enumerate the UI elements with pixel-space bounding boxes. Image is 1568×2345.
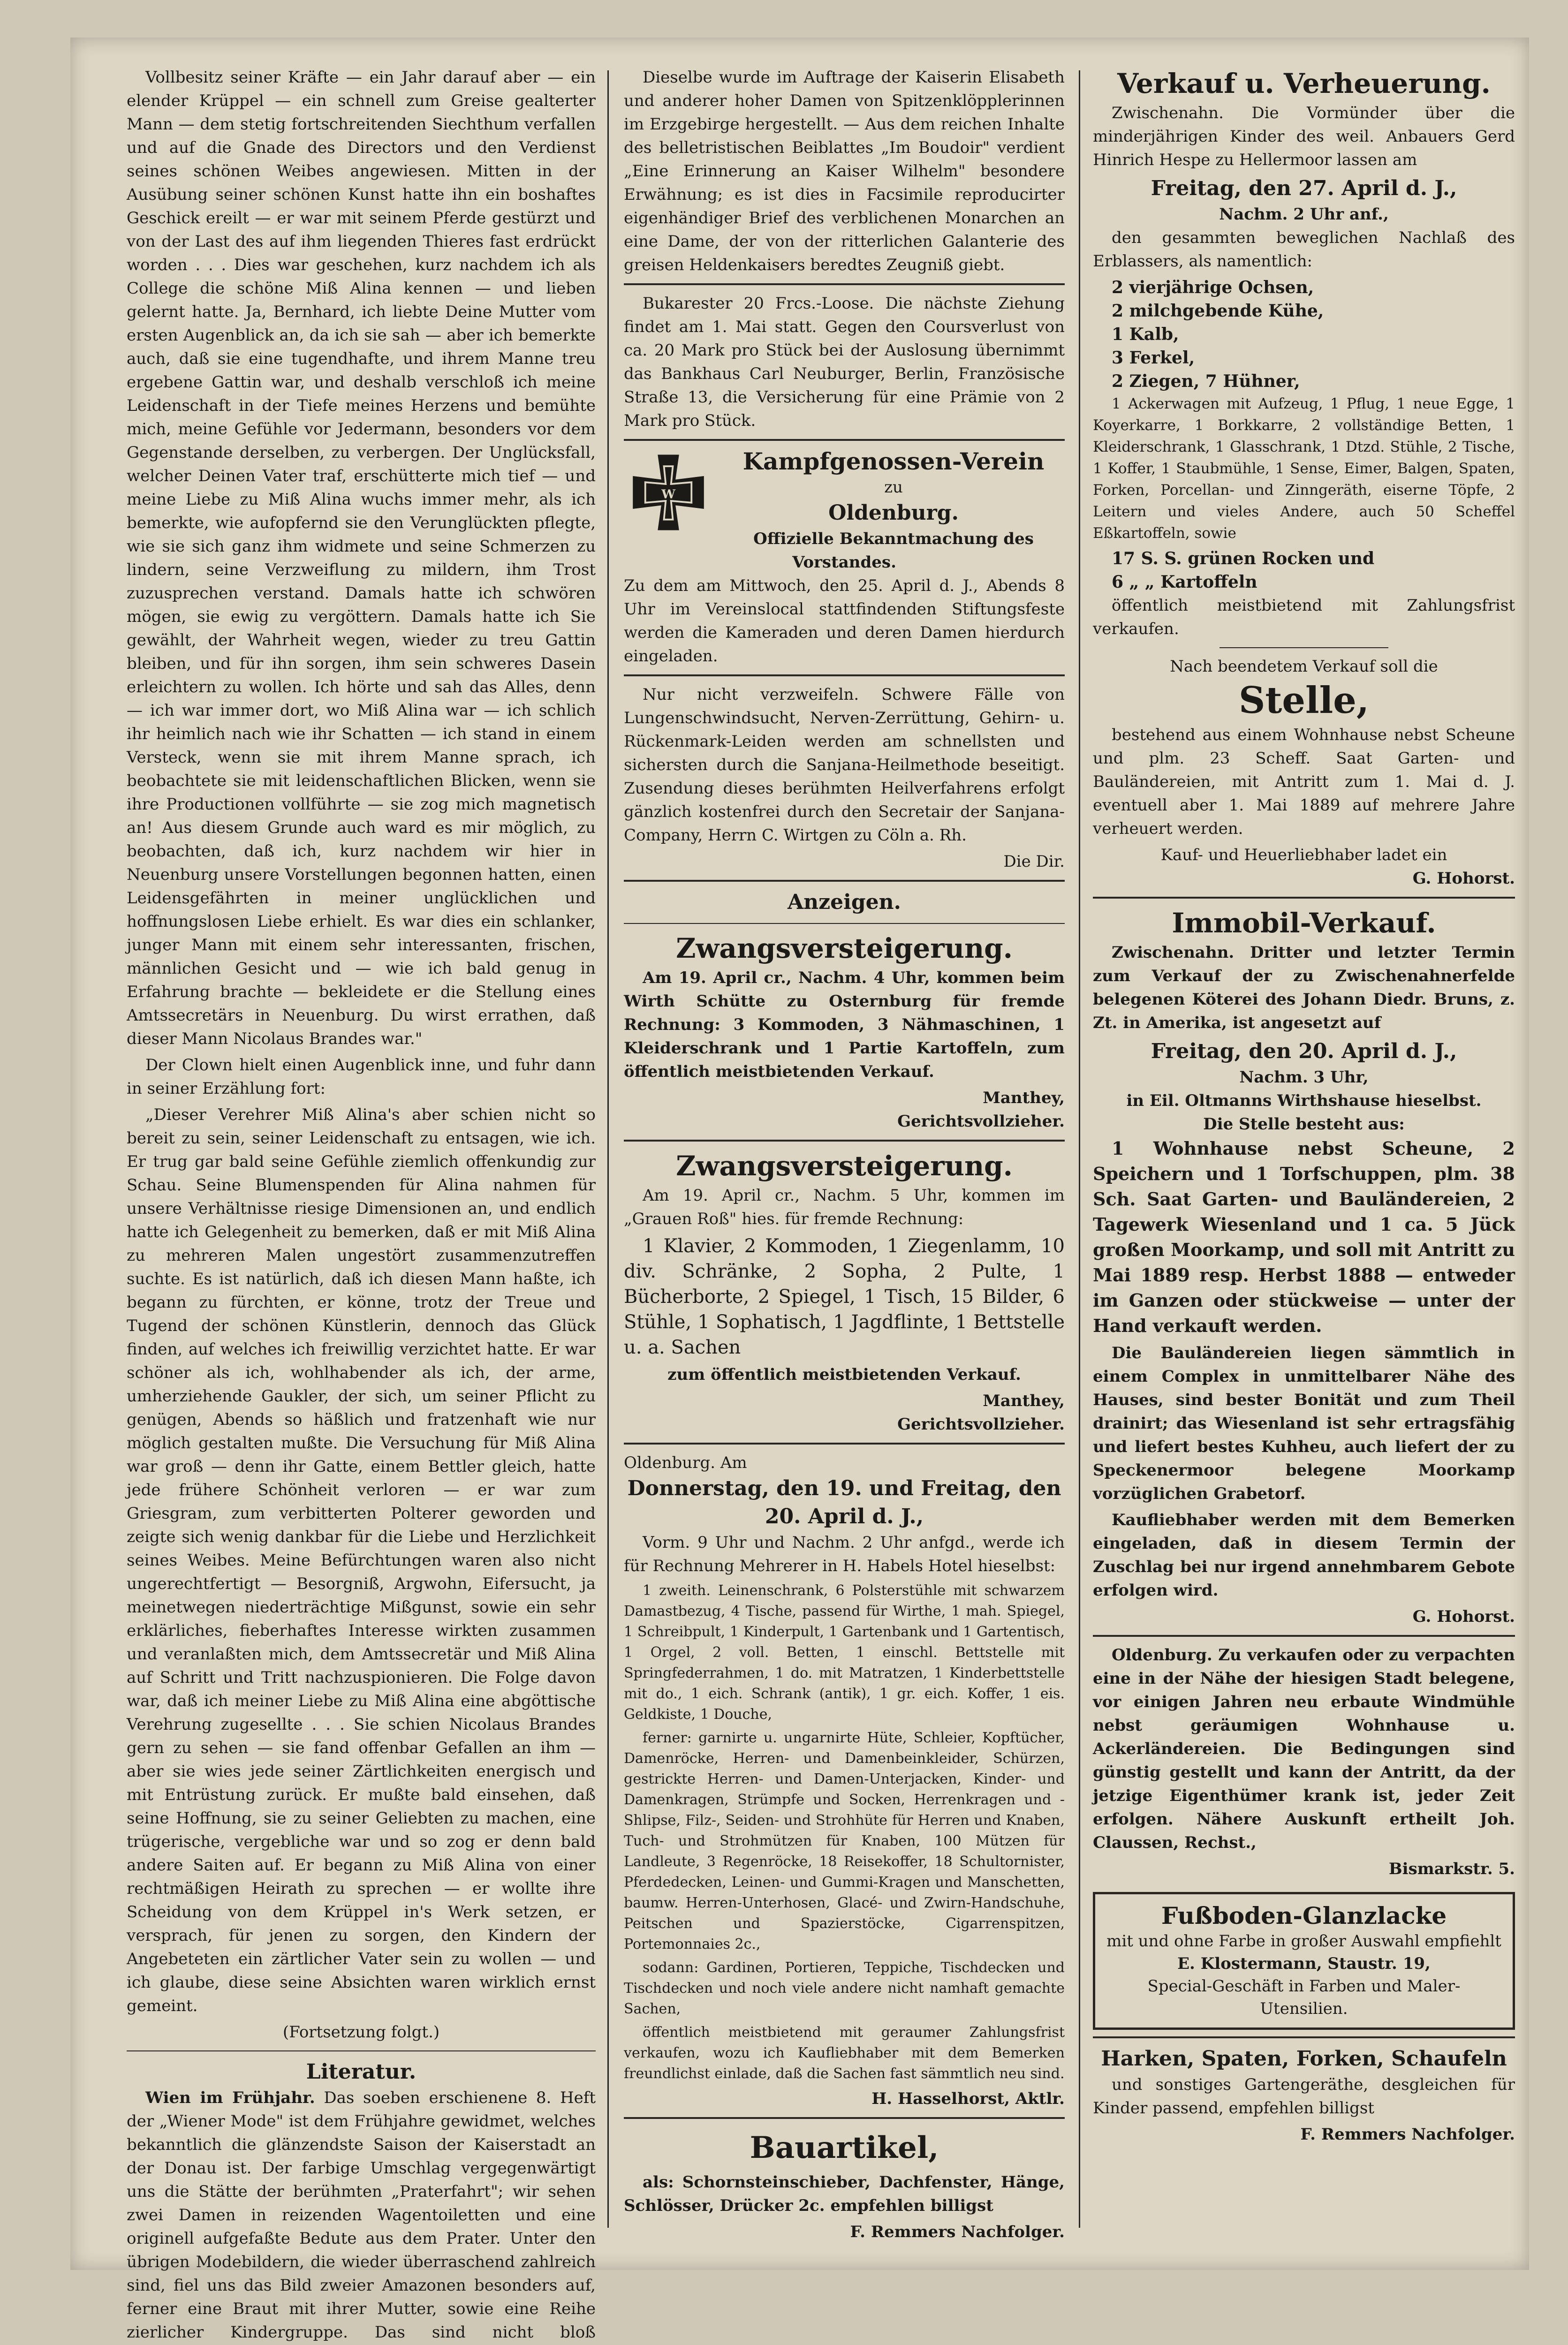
immobil-place: in Eil. Oltmanns Wirthshause hieselbst. [1126,1091,1482,1110]
divider [624,1140,1065,1142]
auction1-body: Am 19. April cr., Nachm. 4 Uhr, kommen beim Wirth Schütte zu Osternburg für fremde Rechnung: 3 Kommoden, 3 Nähmaschinen, 1 Kleiderschrank und 1 Partie Kartoffeln, zum öffentlich meistbietenden Verkauf. [624,968,1065,1081]
immobil-list: 1 Wohnhause nebst Scheune, 2 Speichern und 1 Torfschuppen, plm. 38 Sch. Saat Garten- und Bauländereien, 2 Tagewerk Wiesenland und 1 ca. 5 Jück großen Moorkamp, und soll mit Antritt zu Mai 1889 resp. Herbst 1888 — entweder im Ganzen oder stückweise — unter der Hand verkauft werden. [1093,1138,1515,1336]
literature-paragraph [127,2086,596,2345]
habel-date: Donnerstag, den 19. und Freitag, den 20. April d. J., [627,1476,1061,1528]
newspaper-page [70,38,1529,2342]
verein-title: Kampfgenossen-Verein [742,447,1045,475]
story-paragraph: Der Clown hielt einen Augenblick inne, und fuhr dann in seiner Erzählung fort: [127,1056,596,1098]
vv-intro: Zwischenahn. Die Vormünder über die minderjährigen Kinder des weil. Anbauers Gerd Hinrich Hespe zu Hellermoor lassen am [1093,104,1515,169]
vv-end: öffentlich meistbietend mit Zahlungsfrist verkaufen. [1093,596,1515,638]
glanzlacke-body: mit und ohne Farbe in großer Auswahl empfiehlt [1106,1932,1501,1951]
vv-sub: den gesammten beweglichen Nachlaß des Erblassers, als namentlich: [1093,228,1515,271]
vv-after: Nach beendetem Verkauf soll die [1170,657,1438,676]
immobil-end: Kaufliebhaber werden mit dem Bemerken eingeladen, daß in diesem Termin der Zuschlag bei nur irgend annehmbarem Gebote erfolgen wird. [1093,1511,1515,1600]
divider [624,880,1065,882]
divider [1220,647,1388,648]
vv-date: Freitag, den 27. April d. J., [1151,176,1457,200]
auction2-sig-name: Manthey, [983,1392,1065,1410]
glanzlacke-sub: Special-Geschäft in Farben und Maler-Utensilien. [1147,1977,1461,2018]
verein-notice [624,447,1065,668]
habel-sodann: sodann: Gardinen, Portieren, Teppiche, Tischdecken und Tischdecken und noch viele andere nicht namhaft gemachte Sachen, [624,1959,1065,2017]
harken-title: Harken, Spaten, Forken, Schaufeln [1101,2047,1507,2071]
glanzlacke-title: Fußboden-Glanzlacke [1161,1902,1447,1929]
column-rule [1079,70,1080,2228]
oldenburg-ad: Oldenburg. Zu verkaufen oder zu verpachten eine in der Nähe der hiesigen Stadt belegene, vor einigen Jahren neu erbaute Windmühle nebst geräumigen Wohnhause u. Ackerländereien. Die Bedingungen sind günstig gestellt und kann der Antritt, da der jetzige Eigenthümer krank ist, jeder Zeit erfolgen. Nähere Auskunft ertheilt Joh. Claussen, Rechst., [1093,1646,1515,1852]
stelle-signature: G. Hohorst. [1412,869,1515,888]
literature-heading: Literatur. [306,2060,417,2084]
vv-item: 1 Kalb, [1112,325,1179,344]
auction2-items: 1 Klavier, 2 Kommoden, 1 Ziegenlamm, 10 div. Schränke, 2 Sopha, 2 Pulte, 1 Bücherborte, 2 Spiegel, 1 Tisch, 15 Bilder, 6 Stühle, 1 Sophatisch, 1 Jagdflinte, 1 Bettstelle u. a. Sachen [624,1235,1065,1358]
habel-list: 1 zweith. Leinenschrank, 6 Polsterstühle mit schwarzem Damastbezug, 4 Tische, passend für Wirthe, 1 mah. Spiegel, 1 Schreibpult, 1 Kinderpult, 1 Gartenbank und 1 Gartentisch, 1 Orgel, 2 voll. Betten, 1 einschl. Bettstelle mit Springfederrahmen, 1 do. mit Matratzen, 1 Kinderbettstelle mit do., 1 eich. Schrank (antik), 1 gr. eich. Koffer, 1 eis. Geldkiste, 1 Douche, [624,1582,1065,1723]
story-continuation: (Fortsetzung folgt.) [282,2023,440,2042]
sanjana-ad: Nur nicht verzweifeln. Schwere Fälle von Lungenschwindsucht, Nerven-Zerrüttung, Gehirn- u. Rückenmark-Leiden werden am schnellsten und sichersten durch die Sanjana-Heilmethode beseitigt. Zusendung dieses berühmten Heilverfahrens erfolgt gänzlich kostenfrei durch den Secretair der Sanjana-Company, Herrn C. Wirtgen zu Cöln a. Rh. [624,685,1065,845]
verein-subtitle: Offizielle Bekanntmachung des Vorstandes. [753,530,1034,572]
literature-body: Das soeben erschienene 8. Heft der „Wiener Mode" ist dem Frühjahre gewidmet, welches bekanntlich die glänzendste Saison der Kaiserstadt an der Donau ist. Der farbige Umschlag vergegenwärtigt uns die Stätte der berühmten „Praterfahrt"; wir sehen zwei Damen in reizenden Wagentoiletten und eine originell aufgefaßte Bedute aus dem Prater. Unter den übrigen Modebildern, die wieder überraschend zahlreich sind, fiel uns das Bild zweier Amazonen besonders auf, ferner eine Braut mit ihrer Mutter, sowie eine Reihe zierlicher Kindergruppe. Das sind nicht bloß [127,2088,596,2342]
column-rule [607,70,609,2228]
vv-item: 2 milchgebende Kühe, [1112,301,1324,321]
vv-item: 6 „ „ Kartoffeln [1112,572,1257,592]
divider [624,439,1065,441]
vv-title: Verkauf u. Verheuerung. [1117,68,1491,99]
bauartikel-signature: F. Remmers Nachfolger. [850,2223,1065,2241]
immobil-body: Zwischenahn. Dritter und letzter Termin zum Verkauf der zu Zwischenahnerfelde belegenen Köterei des Johann Diedr. Bruns, z. Zt. in Amerika, ist angesetzt auf [1093,943,1515,1032]
verein-body: Zu dem am Mittwoch, den 25. April d. J., Abends 8 Uhr im Vereinslocal stattfindenden Stiftungsfeste werden die Kameraden und deren Damen hierdurch eingeladen. [624,576,1065,666]
bauartikel-body: als: Schornsteinschieber, Dachfenster, Hänge, Schlösser, Drücker 2c. empfehlen billigst [624,2173,1065,2215]
auction2-end: zum öffentlich meistbietenden Verkauf. [667,1365,1021,1384]
divider [624,2117,1065,2119]
divider [127,2050,596,2051]
verein-zu: zu [884,478,903,497]
stelle-body: bestehend aus einem Wohnhause nebst Scheune und plm. 23 Scheff. Saat Garten- und Bauländereien, mit Antritt zum 1. Mai d. J. eventuell aber 1. Mai 1889 auf mehrere Jahre verheuert werden. [1093,726,1515,838]
immobil-date: Freitag, den 20. April d. J., [1151,1039,1457,1063]
immobil-besteht: Die Stelle besteht aus: [1203,1115,1405,1134]
column-ads-right [1093,66,1515,2237]
literature-lead: Wien im Frühjahr. [145,2088,315,2107]
lottery-ad: Bukarester 20 Frcs.-Loose. Die nächste Ziehung findet am 1. Mai statt. Gegen den Coursverlust von ca. 20 Mark pro Stück bei der Auslosung übernimmt das Bankhaus Carl Neuburger, Berlin, Französische Straße 13, die Versicherung für eine Prämie von 2 Mark pro Stück. [624,294,1065,430]
immobil-signature: G. Hohorst. [1412,1607,1515,1626]
divider [624,674,1065,676]
harken-body: und sonstiges Gartengeräthe, desgleichen für Kinder passend, empfehlen billigst [1093,2075,1515,2118]
glanzlacke-ad [1093,1892,1515,2030]
divider [624,1443,1065,1445]
glanzlacke-signature: E. Klostermann, Staustr. 19, [1177,1954,1431,1973]
column-story [127,66,596,2342]
habel-place: Oldenburg. Am [624,1453,747,1472]
immobil-more: Die Bauländereien liegen sämmtlich in einem Complex in unmittelbarer Nähe des Hauses, sind bester Bonität und zum Theil drainirt; das Wiesenland ist sehr ertragsfähig und liefert bestes Kuhheu, auch liefert der zu Speckenermoor belegene Moorkamp vorzüglichen Grabetorf. [1093,1344,1515,1503]
cross-letter: W [661,487,675,502]
divider [624,923,1065,924]
habel-signature: H. Hasselhorst, Aktlr. [871,2089,1065,2108]
oldenburg-address: Bismarkstr. 5. [1388,1860,1515,1878]
habel-ferner: ferner: garnirte u. ungarnirte Hüte, Schleier, Kopftücher, Damenröcke, Herren- und Damenbeinkleider, Schürzen, gestrickte Herren- und Damen-Unterjacken, Kinder- und Damenkragen, Strümpfe und Socken, Herrenkragen und -Shlipse, Filz-, Seiden- und Strohhüte für Herren und Knaben, Tuch- und Strohmützen für Knaben, 100 Mützen für Landleute, 3 Regenröcke, 18 Reisekoffer, 18 Schultornister, Pferdedecken, Leinen- und Gummi-Kragen und Manschetten, baumw. Herren-Unterhosen, Glacé- und Zwirn-Handschuhe, Peitschen und Spazierstöcke, Cigarrenspitzen, Portemonnaies 2c., [624,1730,1065,1952]
vv-list: 1 Ackerwagen mit Aufzeug, 1 Pflug, 1 neue Egge, 1 Koyerkarre, 1 Borkkarre, 2 vollständige Betten, 1 Kleiderschrank, 1 Glasschrank, 1 Dtzd. Stühle, 2 Tische, 1 Koffer, 1 Staubmühle, 1 Sense, Eimer, Balgen, Spaten, Forken, Porcellan- und Zinngeräth, eiserne Töpfe, 2 Leitern und vieles Andere, auch 50 Scheffel Eßkartoffeln, sowie [1093,395,1515,542]
auction1-sig-title: Gerichtsvollzieher. [897,1112,1065,1131]
vv-item: 3 Ferkel, [1112,348,1195,368]
story-paragraph: „Dieser Verehrer Miß Alina's aber schien nicht so bereit zu sein, seiner Leidenschaft zu entsagen, wie ich. Er trug gar bald seine Gefühle ziemlich offenkundig zur Schau. Seine Blumenspenden für Alina nahmen für unsere Verhältnisse riesige Dimensionen an, und endlich hatte ich Gelegenheit zu bemerken, daß er mit Miß Alina zu mehreren Malen ungestört zusammenzutreffen suchte. Es ist natürlich, daß ich diesen Mann haßte, ich begann zu fürchten, er könne, trotz der Treue und Tugend der schönen Künstlerin, dennoch das Glück finden, auf welches ich freiwillig verzichtet hatte. Er war schöner als ich, wohlhabender als ich, der arme, umherziehende Gaukler, der sich, um seiner Pflicht zu genügen, Abends so häßlich und fratzenhaft wie nur möglich gestalten mußte. Die Versuchung für Miß Alina war groß — denn ihr Gatte, einem Bettler gleich, hatte jede frühere Schönheit verloren — er war zum Griesgram, zum verbitterten Polterer geworden und zeigte sich wenig dankbar für die Liebe und Herzlichkeit seines Weibes. Meine Befürchtungen waren also nicht ungerechtfertigt — Besorgniß, Argwohn, Eifersucht, ja meinetwegen niederträchtige Mißgunst, sowie ein sehr erklärliches, fieberhaftes Interesse wirkten zusammen und veranlaßten mich, dem Amtssecretär und Miß Alina auf Schritt und Tritt nachzuspionieren. Die Folge davon war, daß ich meiner Liebe zu Miß Alina eine abgöttische Verehrung zugesellte . . . Sie schien Nicolaus Brandes gern zu sehen — sie fand offenbar Gefallen an ihm — aber sie wies jede seiner Zärtlichkeiten energisch und mit Entrüstung zurück. Er mußte bald einsehen, daß seine Hoffnung, sie zu seiner Geliebten zu machen, eine trügerische, vergebliche war und so zog er denn bald andere Saiten auf. Er begann zu Miß Alina von einer rechtmäßigen Heirath zu sprechen — er wollte ihre Scheidung von dem Krüppel in's Werk setzen, er versprach, für jenen zu sorgen, den Kindern der Angebeteten ein zärtlicher Vater sein zu wollen — und ich glaube, diese seine Absichten waren wirklich ernst gemeint. [127,1105,596,2015]
vv-time: Nachm. 2 Uhr anf., [1219,205,1389,224]
divider [1093,897,1515,899]
stelle-title: Stelle, [1238,679,1370,722]
iron-cross-icon [624,450,713,535]
story-paragraph: Vollbesitz seiner Kräfte — ein Jahr darauf aber — ein elender Krüppel — ein schnell zum Greise gealterter Mann — dem stetig fortschreitenden Siechthum verfallen und auf die Gnade des Directors und den Verdienst seines schönen Weibes angewiesen. Mitten in der Ausübung seiner schönen Kunst hatte ihn ein boshaftes Geschick ereilt — er war mit seinem Pferde gestürzt und von der Last des auf ihm liegenden Thieres fast erdrückt worden . . . Dies war geschehen, kurz nachdem ich als College die schöne Miß Alina kennen — und lieben gelernt hatte. Ja, Bernhard, ich liebte Deine Mutter vom ersten Augenblick an, da ich sie sah — aber ich bemerkte auch, daß sie eine tugendhafte, und ihrem Manne treu ergebene Gattin war, und deshalb verschloß ich meine Leidenschaft in der Tiefe meines Herzens und bemühte mich, meine Gefühle vor Jedermann, besonders vor dem Gegenstande derselben, zu verbergen. Der Unglücksfall, welcher Deinen Vater traf, erschütterte mich tief — und meine Liebe zu Miß Alina wuchs immer mehr, als ich bemerkte, wie aufopfernd sie den Verunglückten pflegte, wie sie sich ganz ihm widmete und seine Schmerzen zu lindern, seine Verzweiflung zu mildern, ihm Trost zuzusprechen verstand. Damals hatte ich schwören mögen, sie ewig zu vergöttern. Damals hatte ich Sie gewählt, der Wahrheit wegen, wieder zu treu Gattin bleiben, und für ihn sorgen, ihm sein schweres Dasein erleichtern zu wollen. Ich hörte und sah das Alles, denn — ich war immer dort, wo Miß Alina war — ich schlich ihr heimlich nach wie ihr Schatten — ich stand in einem Versteck, wenn sie mit ihrem Manne sprach, ich beobachtete sie mit leidenschaftlichen Blicken, wenn sie ihre Productionen vollführte — sie zog mich magnetisch an! Aus diesem Grunde auch ward es mir möglich, zu beobachten, daß ich, kurz nachdem wir hier in Neuenburg unsere Vorstellungen begonnen hatten, einen Leidensgefährten in meiner unglücklichen und hoffnungslosen Liebe erhielt. Es war dies ein schlanker, junger Mann mit einem sehr interessanten, frischen, männlichen Gesicht und — wie ich bald genug in Erfahrung brachte — bekleidete er die Stellung eines Amtssecretärs in Neuenburg. Du wirst errathen, daß dieser Mann Nicolaus Brandes war." [127,68,596,1048]
auction1-sig-name: Manthey, [983,1089,1065,1107]
vv-item: 2 Ziegen, 7 Hühner, [1112,371,1300,391]
bauartikel-title: Bauartikel, [750,2130,939,2165]
divider [624,283,1065,285]
habel-time: Vorm. 9 Uhr und Nachm. 2 Uhr anfgd., werde ich für Rechnung Mehrerer in H. Habels Hotel hieselbst: [624,1533,1065,1575]
literature-continued: Dieselbe wurde im Auftrage der Kaiserin Elisabeth und anderer hoher Damen von Spitzenklöpplerinnen im Erzgebirge hergestellt. — Aus dem reichen Inhalte des belletristischen Beiblattes „Im Boudoir" verdient „Eine Erinnerung an Kaiser Wilhelm" besondere Erwähnung; es ist dies in Facsimile reproducirter eigenhändiger Brief des verblichenen Monarchen an eine Dame, der von der ritterlichen Galanterie des greisen Heldenkaisers beredtes Zeugniß giebt. [624,68,1065,274]
stelle-end: Kauf- und Heuerliebhaber ladet ein [1160,846,1447,864]
immobil-time: Nachm. 3 Uhr, [1239,1068,1369,1087]
immobil-title: Immobil-Verkauf. [1172,907,1436,939]
column-ads-middle [624,66,1065,2241]
auction1-title: Zwangsversteigerung. [676,932,1013,964]
auction2-sig-title: Gerichtsvollzieher. [897,1415,1065,1434]
anzeigen-heading: Anzeigen. [788,890,901,914]
vv-item: 2 vierjährige Ochsen, [1112,278,1314,297]
divider [1093,2036,1515,2038]
sanjana-signature: Die Dir. [1003,852,1065,871]
habel-end: öffentlich meistbietend mit geraumer Zahlungsfrist verkaufen, wozu ich Kaufliebhaber mit dem Bemerken freundlichst einlade, daß die Sachen fast sämmtlich neu sind. [624,2024,1065,2082]
vv-item: 17 S. S. grünen Rocken und [1112,549,1375,568]
auction2-intro: Am 19. April cr., Nachm. 5 Uhr, kommen im „Grauen Roß" hies. für fremde Rechnung: [624,1186,1065,1228]
verein-city: Oldenburg. [828,501,959,525]
divider [1093,1635,1515,1637]
auction2-title: Zwangsversteigerung. [676,1150,1013,1182]
harken-signature: F. Remmers Nachfolger. [1300,2125,1515,2144]
